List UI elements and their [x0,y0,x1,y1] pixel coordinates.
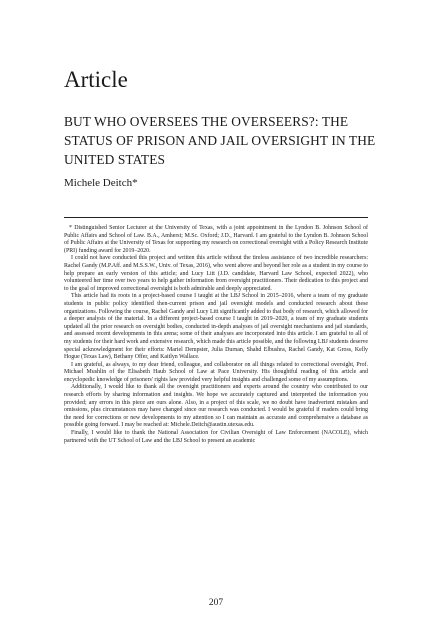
footnote-paragraph: Additionally, I would like to thank all the oversight practitioners and experts around the country who contributed to our research efforts by sharing information and insights. We hope we accurately captured and interpreted the information you provided; any errors in this piece are ours alone. Also, in a project of this scale, we no doubt have inadvertent mistakes and omissions, plus circumstances may have changed since our research was conducted. I would be grateful if readers could bring the need for corrections or new developments to my attention so I can maintain as accurate and comprehensive a database as possible going forward. I may be reached at: Michele.Deitch@austin.utexas.edu. [64,384,368,429]
footnote-paragraph: This article had its roots in a project-based course I taught at the LBJ School in 2015–2016, where a team of my graduate students in public policy identified then-current prison and jail oversight models and conducted research about these organizations. Following the course, Rachel Gandy and Lucy Litt significantly added to that body of research, which allowed for a deeper analysis of the material. In a different project-based course I taught in 2019–2020, a team of my graduate students updated all the prior research on oversight bodies, conducted in-depth analyses of jail oversight mechanisms and jail standards, and assessed recent developments in this arena; some of their analyses are incorporated into this article. I am grateful to all of my students for their hard work and extensive research, which made this article possible, and the following LBJ students deserve special acknowledgment for their efforts: Mariel Dempster, Julia Durnan, Shahd Elbushra, Rachel Gandy, Kat Gross, Kelly Hogue (Texas Law), Bethany Offer, and Kaitlyn Wallace. [64,293,368,361]
footnote-divider [64,217,368,218]
footnotes [64,225,368,445]
section-label: Article [64,67,128,92]
article-title: BUT WHO OVERSEES THE OVERSEERS?: THE STATUS OF PRISON AND JAIL OVERSIGHT IN THE UNITED STATES [64,114,376,167]
footnote-paragraph: I could not have conducted this project and written this article without the tireless assistance of two incredible researchers: Rachel Gandy (M.P.Aff. and M.S.S.W., Univ. of Texas, 2016), who went above and beyond her role as a student in my course to help prepare an early version of this article; and Lucy Litt (J.D. candidate, Harvard Law School, expected 2022), who volunteered her time over two years to help gather information from oversight practitioners. Their dedication to this project and to the goal of improved correctional oversight is both admirable and deeply appreciated. [64,255,368,292]
footnote-paragraph: * Distinguished Senior Lecturer at the University of Texas, with a joint appointment in the Lyndon B. Johnson School of Public Affairs and School of Law. B.A., Amherst; M.Sc. Oxford; J.D., Harvard. I am grateful to the Lyndon B. Johnson School of Public Affairs at the University of Texas for supporting my research on correctional oversight with a Policy Research Institute (PRI) funding award for 2019–2020. [64,225,368,254]
footnote-paragraph: Finally, I would like to thank the National Association for Civilian Oversight of Law Enforcement (NACOLE), which partnered with the UT School of Law and the LBJ School to present an academic [64,430,368,444]
page-number: 207 [208,598,224,608]
author-name: Michele Deitch [64,177,133,189]
author-footnote-marker: * [132,177,138,189]
author-line [64,176,138,190]
footnote-paragraph: I am grateful, as always, to my dear friend, colleague, and collaborator on all things related to correctional oversight, Prof. Michael Mushlin of the Elisabeth Haub School of Law at Pace University. His thoughtful reading of this article and encyclopedic knowledge of prisoners' rights law provided very helpful insights and challenged some of my assumptions. [64,361,368,383]
